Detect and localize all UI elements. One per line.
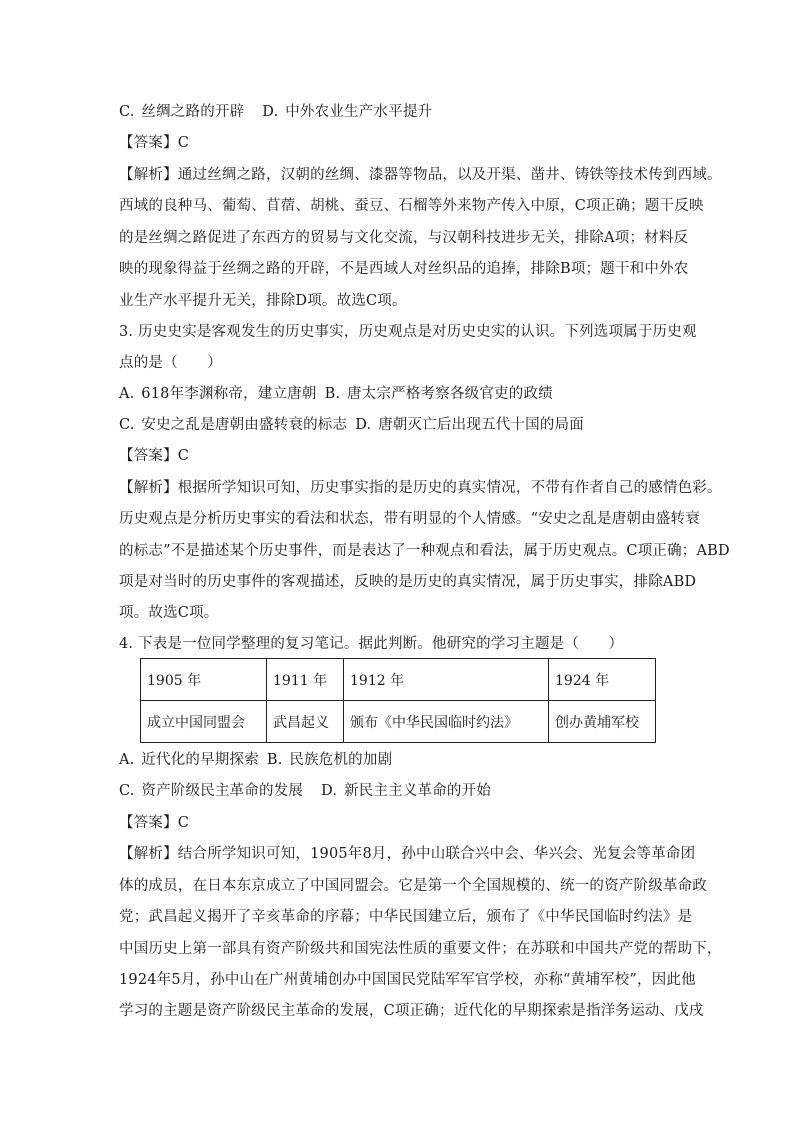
- q4-analysis-line: 中国历史上第一部具有资产阶级共和国宪法性质的重要文件；在苏联和中国共产党的帮助下，: [119, 941, 722, 957]
- q3-analysis-line: 项是对当时的历史事件的客观描述，反映的是历史的真实情况，属于历史事实，排除ABD: [119, 574, 697, 590]
- table-cell-year: 1924 年: [549, 659, 656, 701]
- q4-analysis-line: 体的成员，在日本东京成立了中国同盟会。它是第一个全国规模的、统一的资产阶级革命政: [119, 878, 707, 894]
- q3-analysis-line: 的标志”不是描述某个历史事件，而是表达了一种观点和看法，属于历史观点。C项正确；ABD: [119, 543, 730, 559]
- table-cell-event: 武昌起义: [267, 701, 344, 743]
- q3-option-b: B. 唐太宗严格考察各级官吏的政绩: [324, 386, 553, 402]
- q3-option-a: A. 618年李渊称帝，建立唐朝: [119, 386, 317, 402]
- q2-analysis-line: 西域的良种马、葡萄、苜蓿、胡桃、蚕豆、石榴等外来物产传入中原，C项正确；题干反映: [119, 198, 704, 214]
- q3-stem-cont: 点的是（ ）: [119, 355, 222, 371]
- q2-analysis-line: 的是丝绸之路促进了东西方的贸易与文化交流，与汉朝科技进步无关，排除A项；材料反: [119, 230, 689, 246]
- q4-options-cd: [119, 781, 491, 801]
- q2-analysis-line: 映的现象得益于丝绸之路的开辟，不是西域人对丝织品的追捧，排除B项；题干和中外农: [119, 261, 689, 277]
- q3-options-ab: [119, 384, 553, 404]
- q4-option-c: C. 资产阶级民主革命的发展: [119, 783, 304, 799]
- q4-analysis-line: 党；武昌起义揭开了辛亥革命的序幕；中华民国建立后，颁布了《中华民国临时约法》是: [119, 909, 693, 925]
- q3-analysis-line: 历史观点是分析历史事实的看法和状态，带有明显的个人情感。“安史之乱是唐朝由盛转衰: [119, 511, 700, 527]
- q3-analysis-line: 项。故选C项。: [119, 605, 219, 621]
- q3-option-c: C. 安史之乱是唐朝由盛转衰的标志: [119, 417, 348, 433]
- table-row: [141, 659, 656, 701]
- q4-answer: 【答案】C: [119, 815, 190, 831]
- q3-analysis-line: 【解析】根据所学知识可知，历史事实指的是历史的真实情况，不带有作者自己的感情色彩。: [119, 480, 722, 496]
- table-cell-year: 1911 年: [267, 659, 344, 701]
- q3-option-d: D. 唐朝灭亡后出现五代十国的局面: [355, 417, 584, 433]
- q3-answer: 【答案】C: [119, 448, 190, 464]
- table-cell-year: 1912 年: [344, 659, 549, 701]
- table-cell-year: 1905 年: [141, 659, 267, 701]
- review-notes-table: [140, 658, 656, 743]
- q2-answer: 【答案】C: [119, 135, 190, 151]
- q2-options-cd: [119, 102, 432, 122]
- q4-analysis-line: 学习的主题是资产阶级民主革命的发展，C项正确；近代化的早期探索是指洋务运动、戊戌: [119, 1003, 704, 1019]
- q3-stem: 3. 历史史实是客观发生的历史事实，历史观点是对历史史实的认识。下列选项属于历史观: [119, 324, 697, 340]
- table-cell-event: 成立中国同盟会: [141, 701, 267, 743]
- q3-options-cd: [119, 415, 584, 435]
- q4-options-ab: [119, 750, 392, 770]
- table-row: [141, 701, 656, 743]
- q2-analysis-line: 【解析】通过丝绸之路，汉朝的丝绸、漆器等物品，以及开渠、凿井、铸铁等技术传到西域。: [119, 167, 722, 183]
- q2-analysis-line: 业生产水平提升无关，排除D项。故选C项。: [119, 293, 407, 309]
- q2-option-d: D. 中外农业生产水平提升: [262, 104, 433, 120]
- q4-analysis-line: 1924年5月，孙中山在广州黄埔创办中国国民党陆军军官学校，亦称“黄埔军校”，因此他: [119, 972, 696, 988]
- table-cell-event: 创办黄埔军校: [549, 701, 656, 743]
- table-cell-event: 颁布《中华民国临时约法》: [344, 701, 549, 743]
- q4-option-d: D. 新民主主义革命的开始: [321, 783, 492, 799]
- q4-option-a: A. 近代化的早期探索: [119, 752, 259, 768]
- q2-option-c: C. 丝绸之路的开辟: [119, 104, 245, 120]
- q4-stem: 4. 下表是一位同学整理的复习笔记。据此判断。他研究的学习主题是（ ）: [119, 636, 624, 652]
- q4-analysis-line: 【解析】结合所学知识可知，1905年8月，孙中山联合兴中会、华兴会、光复会等革命团: [119, 846, 696, 862]
- q4-option-b: B. 民族危机的加剧: [266, 752, 393, 768]
